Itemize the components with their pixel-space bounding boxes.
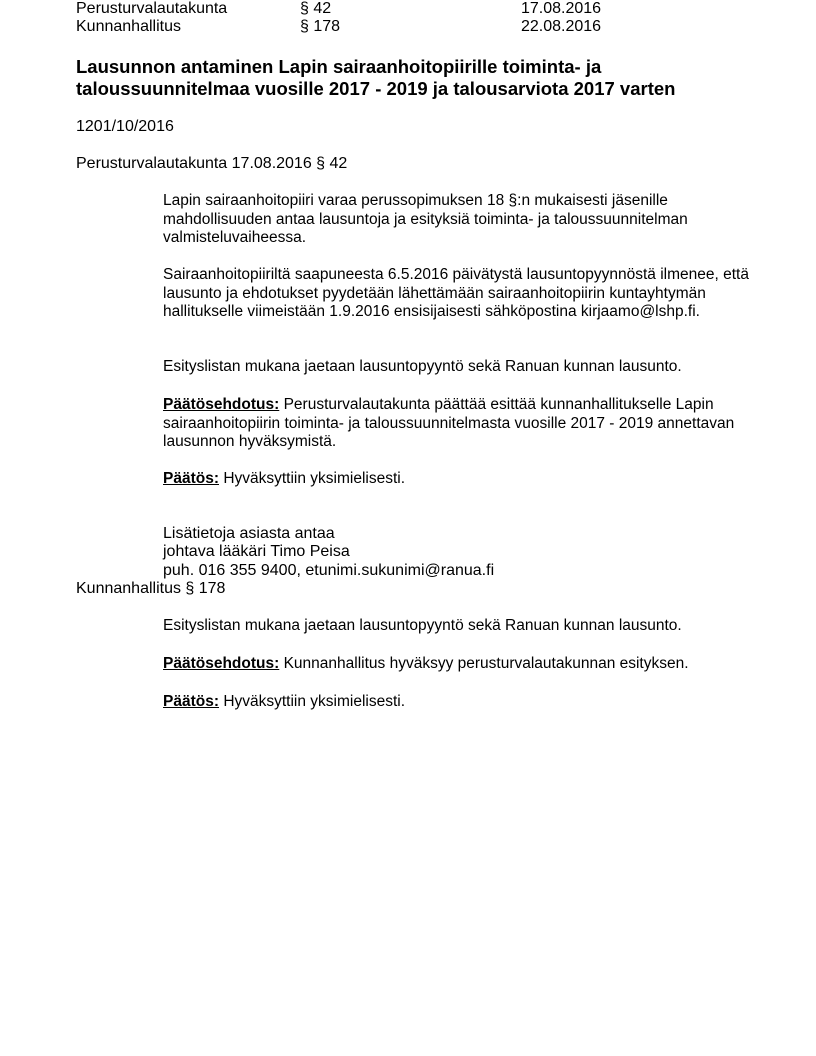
contact-intro: Lisätietoja asiasta antaa bbox=[163, 525, 335, 542]
proposal-text: Perusturvalautakunta päättää esittää kunnanhallitukselle Lapin sairaanhoitopiirin toiminta- ja taloussuunnitelmasta vuosille 2017 - 2019 annettavan lausunnon hyväksymistä. bbox=[163, 396, 735, 450]
contact-details: puh. 016 355 9400, etunimi.sukunimi@ranua.fi bbox=[163, 562, 495, 579]
paragraph: Esityslistan mukana jaetaan lausuntopyyntö sekä Ranuan kunnan lausunto. bbox=[163, 617, 682, 634]
contact-person: johtava lääkäri Timo Peisa bbox=[163, 543, 350, 560]
section-heading: Perusturvalautakunta 17.08.2016 § 42 bbox=[76, 155, 348, 172]
proposal-label: Päätösehdotus: bbox=[163, 655, 280, 672]
decision-text: Hyväksyttiin yksimielisesti. bbox=[223, 470, 406, 487]
history-section: § 178 bbox=[300, 18, 341, 35]
paragraph: Esityslistan mukana jaetaan lausuntopyyntö sekä Ranuan kunnan lausunto. bbox=[163, 358, 682, 375]
history-row bbox=[76, 18, 816, 36]
section-heading: Kunnanhallitus § 178 bbox=[76, 580, 226, 597]
history-date: 22.08.2016 bbox=[521, 18, 602, 35]
paragraph: Lapin sairaanhoitopiiri varaa perussopimuksen 18 §:n mukaisesti jäsenille mahdollisuuden antaa lausuntoja ja esityksiä toiminta- ja taloussuunnitelman valmisteluvaiheessa. bbox=[163, 192, 688, 246]
paragraph: Sairaanhoitopiiriltä saapuneesta 6.5.2016 päivätystä lausuntopyynnöstä ilmenee, että lausunto ja ehdotukset pyydetään lähettämään sairaanhoitopiirin kuntayhtymän hallitukselle viimeistään 1.9.2016 ensisijaisesti sähköpostina kirjaamo@lshp.fi. bbox=[163, 266, 749, 320]
decision-proposal bbox=[163, 655, 763, 674]
history-row bbox=[76, 0, 816, 18]
document-title: Lausunnon antaminen Lapin sairaanhoitopiirille toiminta- ja taloussuunnitelmaa vuosille 2017 - 2019 ja talousarviota 2017 varten bbox=[76, 56, 676, 99]
proposal-label: Päätösehdotus: bbox=[163, 396, 280, 413]
diary-number: 1201/10/2016 bbox=[76, 118, 174, 135]
proposal-text: Kunnanhallitus hyväksyy perusturvalautakunnan esityksen. bbox=[283, 655, 689, 672]
history-date: 17.08.2016 bbox=[521, 0, 602, 17]
decision-text: Hyväksyttiin yksimielisesti. bbox=[223, 693, 406, 710]
history-organ: Perusturvalautakunta bbox=[76, 0, 228, 17]
decision bbox=[163, 470, 763, 489]
decision bbox=[163, 693, 763, 712]
decision-label: Päätös: bbox=[163, 693, 219, 710]
history-section: § 42 bbox=[300, 0, 332, 17]
decision-label: Päätös: bbox=[163, 470, 219, 487]
history-organ: Kunnanhallitus bbox=[76, 18, 181, 35]
decision-proposal bbox=[163, 396, 763, 452]
